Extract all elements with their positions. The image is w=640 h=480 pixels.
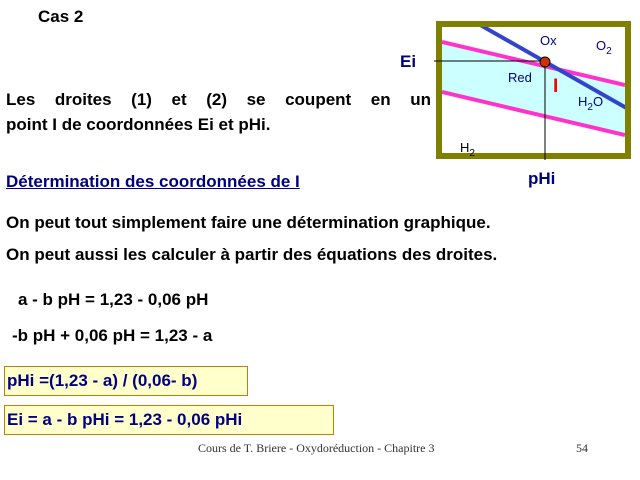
- h2o-label-h: H: [578, 94, 588, 109]
- h2-label-sub: 2: [469, 148, 475, 159]
- ox-label: Ox: [540, 33, 557, 48]
- h2o-label-o: O: [592, 94, 604, 109]
- graphical-method-text: On peut tout simplement faire une détermination graphique.: [6, 213, 491, 232]
- footer-course-info: Cours de T. Briere - Oxydoréduction - Chapitre 3: [198, 441, 435, 455]
- phi-label: pHi: [528, 169, 556, 188]
- o2-label-sub: 2: [606, 46, 612, 57]
- page-number: 54: [576, 441, 588, 455]
- intersection-point: [540, 57, 550, 67]
- ei-label: Ei: [400, 52, 417, 71]
- slide-title: Cas 2: [38, 7, 84, 26]
- equation-2: -b pH + 0,06 pH = 1,23 - a: [12, 326, 213, 345]
- intersection-statement-line-1: Les droites (1) et (2) se coupent en un: [6, 90, 431, 109]
- phi-result-box: pHi =(1,23 - a) / (0,06- b): [4, 366, 248, 396]
- intersection-statement-line-2: point I de coordonnées Ei et pHi.: [6, 115, 271, 134]
- h2-label-main: H: [460, 140, 470, 155]
- ei-result-box: Ei = a - b pHi = 1,23 - 0,06 pHi: [4, 405, 334, 435]
- o2-label-main: O: [596, 38, 607, 53]
- point-i-label: I: [553, 76, 559, 97]
- red-label: Red: [508, 70, 532, 85]
- h2o-label-sub: 2: [587, 102, 593, 113]
- equation-1: a - b pH = 1,23 - 0,06 pH: [18, 290, 209, 309]
- calculation-method-text: On peut aussi les calculer à partir des équations des droites.: [6, 245, 498, 264]
- section-heading: Détermination des coordonnées de I: [6, 172, 300, 191]
